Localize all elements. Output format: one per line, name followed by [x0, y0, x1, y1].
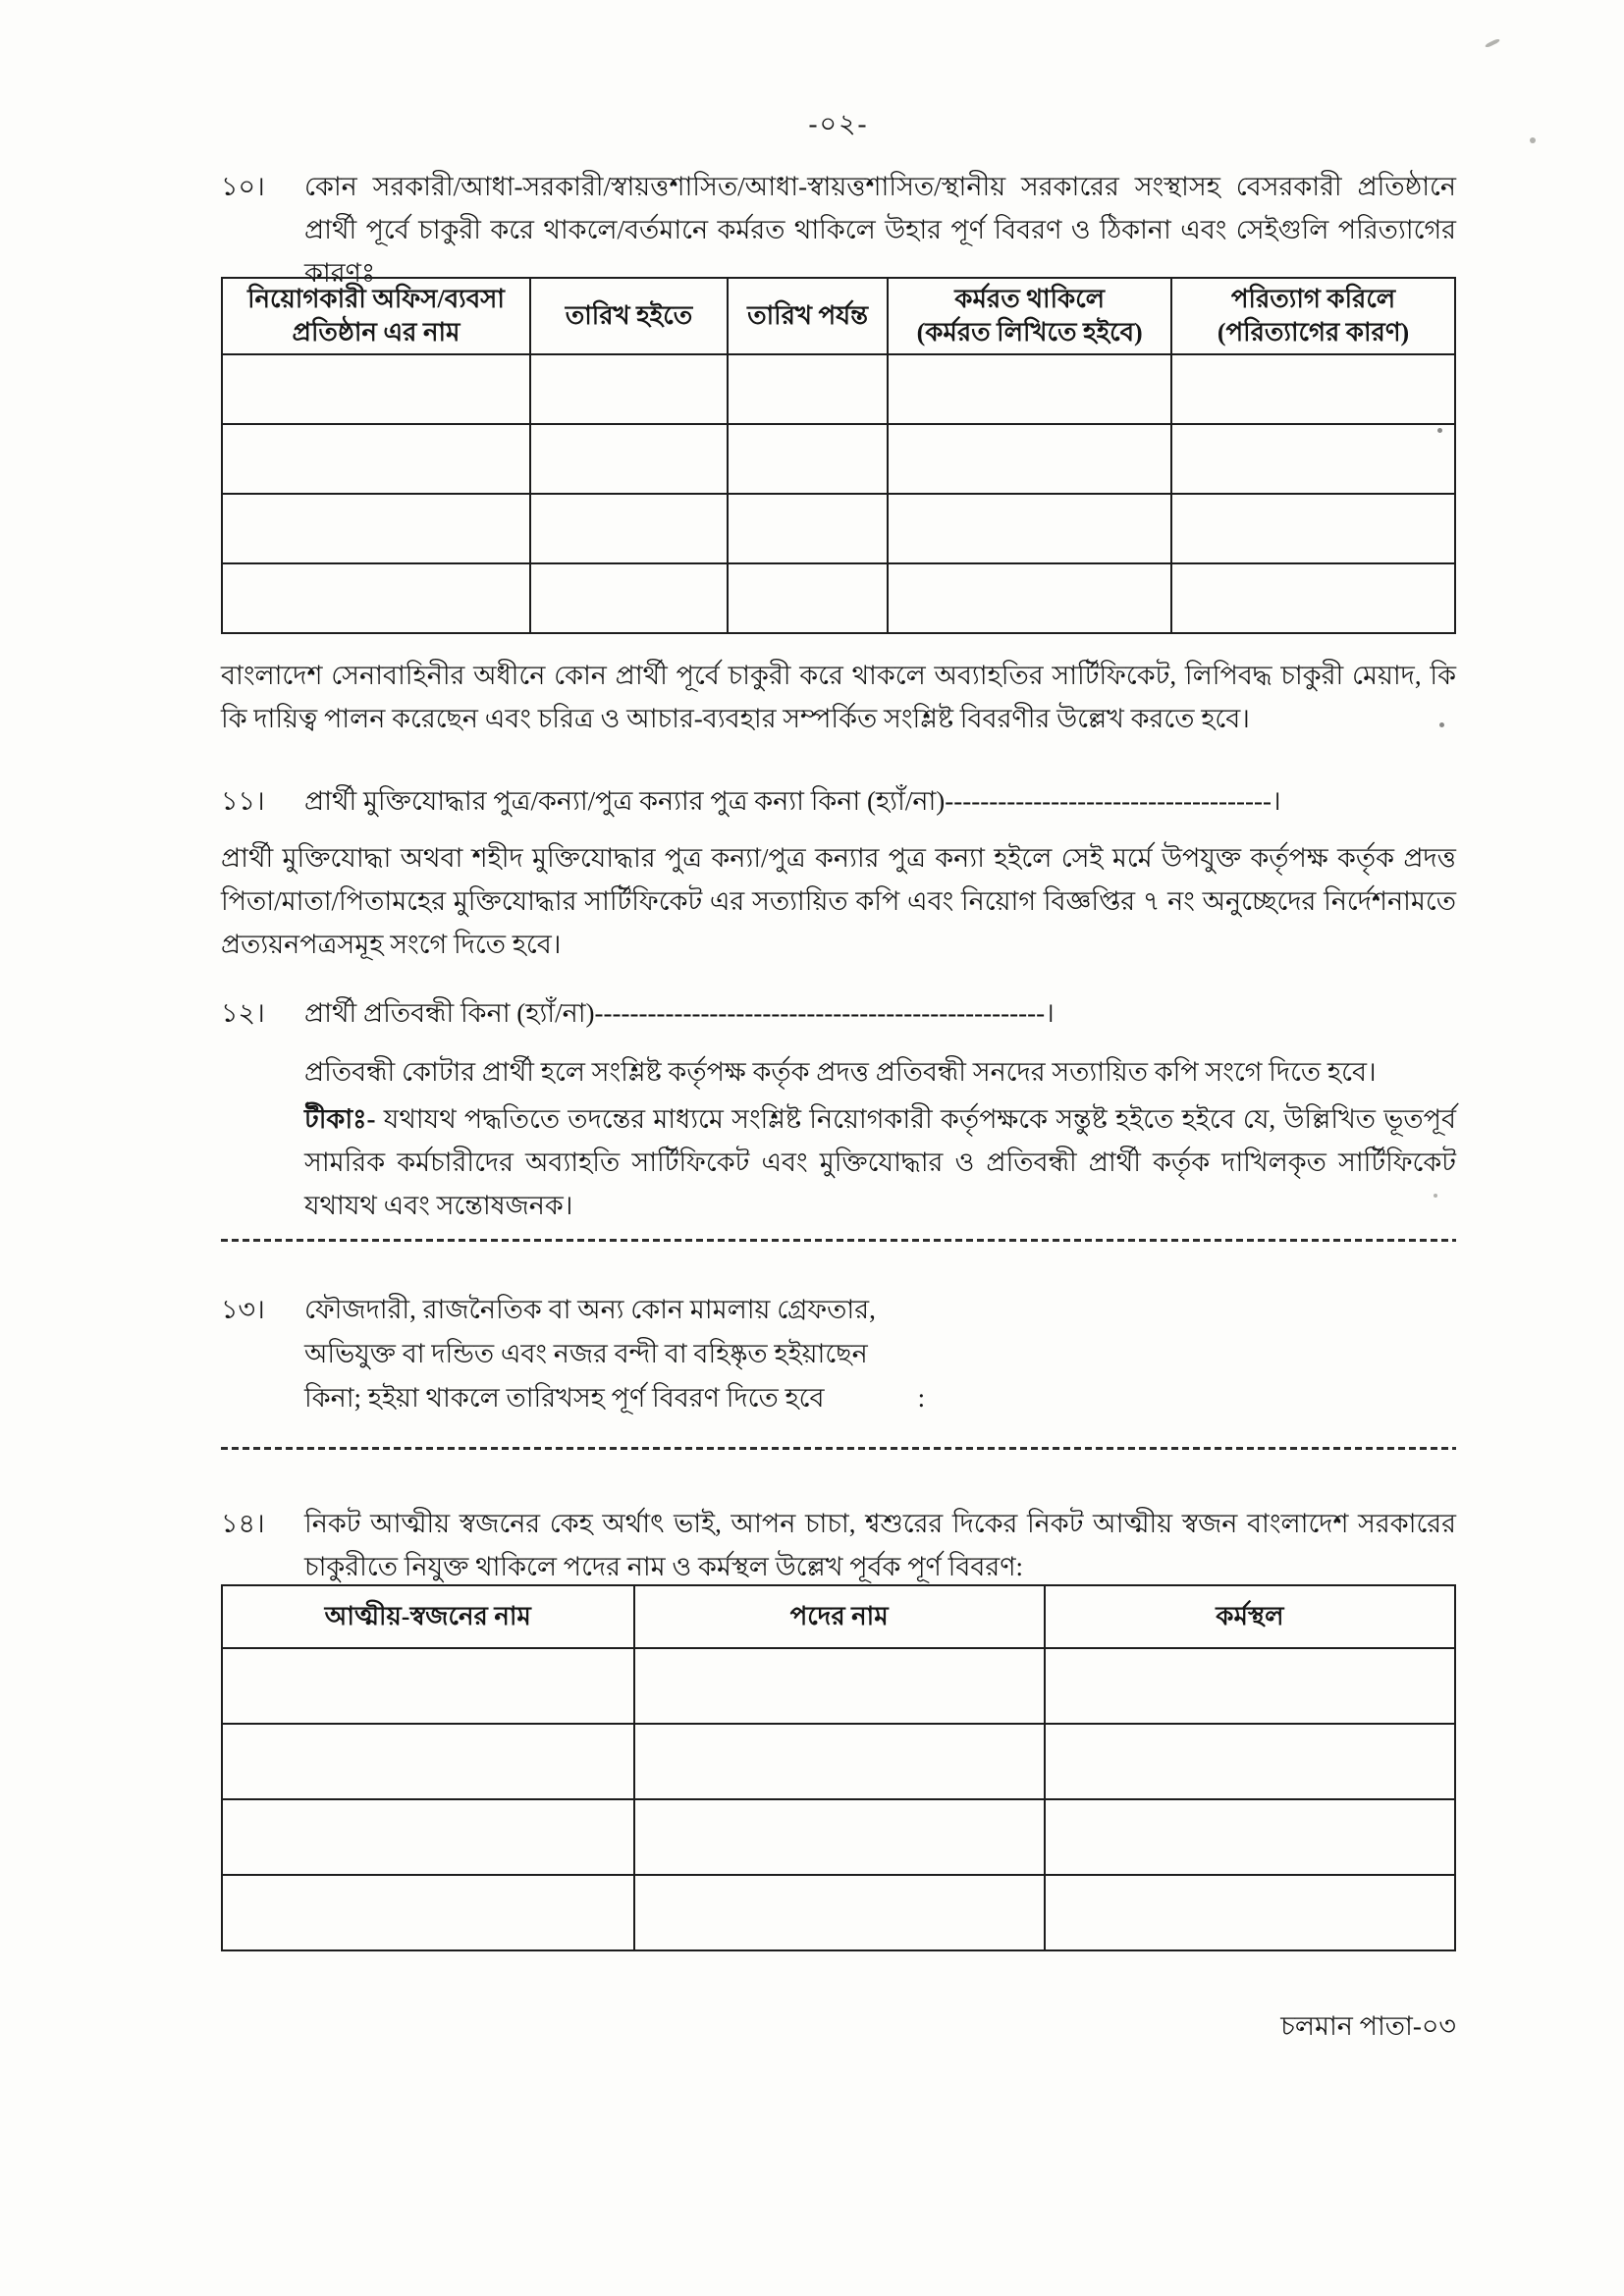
empty-cell [1171, 563, 1455, 633]
empty-cell [728, 354, 888, 424]
item-10-text: কোন সরকারী/আধা-সরকারী/স্বায়ত্তশাসিত/আধা-স্বায়ত্তশাসিত/স্থানীয় সরকারের সংস্থাসহ বেসরকারী প্রতিষ্ঠানে প্রার্থী পূর্বে চাকুরী করে থাকলে/বর্তমানে কর্মরত থাকিলে উহার পূর্ণ বিবরণ ও ঠিকানা এবং সেইগুলি পরিত্যাগের কারণঃ [304, 172, 1456, 288]
empty-cell [1171, 424, 1455, 494]
employment-table-header-row [222, 278, 1455, 354]
empty-cell [728, 494, 888, 563]
scan-artifact [1530, 137, 1536, 143]
empty-cell [634, 1648, 1045, 1724]
employment-history-table [221, 277, 1456, 634]
separator-line [221, 1447, 1456, 1450]
item-13-line-1: ফৌজদারী, রাজনৈতিক বা অন্য কোন মামলায় গ্রেফতার, [304, 1295, 876, 1324]
item-10-number: ১০। [221, 172, 265, 201]
empty-cell [634, 1875, 1045, 1950]
empty-cell [1045, 1648, 1455, 1724]
item-13-colon: : [917, 1383, 926, 1413]
relatives-table-empty-row [222, 1875, 1455, 1950]
header-workplace: কর্মস্থল [1045, 1585, 1455, 1648]
empty-cell [728, 563, 888, 633]
empty-cell [1171, 494, 1455, 563]
item-12 [221, 991, 1456, 1035]
empty-cell [222, 354, 530, 424]
relatives-table-empty-row [222, 1799, 1455, 1875]
empty-cell [1171, 354, 1455, 424]
item-11 [221, 779, 1456, 823]
separator-line [221, 1239, 1456, 1242]
empty-cell [1045, 1799, 1455, 1875]
employment-table-empty-row [222, 563, 1455, 633]
disability-note: প্রতিবন্ধী কোটার প্রার্থী হলে সংশ্লিষ্ট কর্তৃপক্ষ কর্তৃক প্রদত্ত প্রতিবন্ধী সনদের সত্যায়িত কপি সংগে দিতে হবে। [304, 1057, 1377, 1087]
empty-cell [222, 563, 530, 633]
employment-table-empty-row [222, 424, 1455, 494]
header-post-name: পদের নাম [634, 1585, 1045, 1648]
empty-cell [1045, 1875, 1455, 1950]
relatives-table [221, 1584, 1456, 1951]
header-date-to: তারিখ পর্যন্ত [728, 278, 888, 354]
empty-cell [530, 563, 728, 633]
relatives-table-header-row [222, 1585, 1455, 1648]
header-if-employed: কর্মরত থাকিলে (কর্মরত লিখিতে হইবে) [888, 278, 1171, 354]
item-14-number: ১৪। [221, 1509, 265, 1538]
item-13-line-3: কিনা; হইয়া থাকলে তারিখসহ পূর্ণ বিবরণ দিতে হবে : [304, 1383, 926, 1413]
empty-cell [888, 563, 1171, 633]
employment-table-empty-row [222, 494, 1455, 563]
page-number: -০২- [808, 109, 869, 138]
empty-cell [530, 424, 728, 494]
item-13 [221, 1288, 1456, 1420]
army-service-note: বাংলাদেশ সেনাবাহিনীর অধীনে কোন প্রার্থী পূর্বে চাকুরী করে থাকলে অব্যাহতির সার্টিফিকেট, লিপিবদ্ধ চাকুরী মেয়াদ, কি কি দায়িত্ব পালন করেছেন এবং চরিত্র ও আচার-ব্যবহার সম্পর্কিত সংশ্লিষ্ট বিবরণীর উল্লেখ করতে হবে। [221, 661, 1456, 733]
item-11-number: ১১। [221, 786, 265, 816]
tika-label: টীকাঃ- [304, 1104, 376, 1134]
header-relative-name: আত্মীয়-স্বজনের নাম [222, 1585, 634, 1648]
empty-cell [530, 354, 728, 424]
tika-text: যথাযথ পদ্ধতিতে তদন্তের মাধ্যমে সংশ্লিষ্ট নিয়োগকারী কর্তৃপক্ষকে সন্তুষ্ট হইতে হইবে যে, উল্লিখিত ভূতপূর্ব সামরিক কর্মচারীদের অব্যাহতি সার্টিফিকেট এবং মুক্তিযোদ্ধার ও প্রতিবন্ধী প্রার্থী কর্তৃক দাখিলকৃত সার্টিফিকেট যথাযথ এবং সন্তোষজনক। [304, 1104, 1457, 1220]
header-date-from: তারিখ হইতে [530, 278, 728, 354]
empty-cell [222, 494, 530, 563]
empty-cell [222, 424, 530, 494]
empty-cell [222, 1648, 634, 1724]
item-14-text: নিকট আত্মীয় স্বজনের কেহ অর্থাৎ ভাই, আপন চাচা, শ্বশুরের দিকের নিকট আত্মীয় স্বজন বাংলাদেশ সরকারের চাকুরীতে নিযুক্ত থাকিলে পদের নাম ও কর্মস্থল উল্লেখ পূর্বক পূর্ণ বিবরণ: [304, 1509, 1456, 1581]
item-11-text: প্রার্থী মুক্তিযোদ্ধার পুত্র/কন্যা/পুত্র কন্যার পুত্র কন্যা কিনা (হ্যাঁ/না)-------------------------------------। [304, 786, 1281, 816]
freedom-fighter-note: প্রার্থী মুক্তিযোদ্ধা অথবা শহীদ মুক্তিযোদ্ধার পুত্র কন্যা/পুত্র কন্যার পুত্র কন্যা হইলে সেই মর্মে উপযুক্ত কর্তৃপক্ষ কর্তৃক প্রদত্ত পিতা/মাতা/পিতামহের মুক্তিযোদ্ধার সার্টিফিকেট এর সত্যায়িত কপি এবং নিয়োগ বিজ্ঞপ্তির ৭ নং অনুচ্ছেদের নির্দেশনামতে প্রত্যয়নপত্রসমূহ সংগে দিতে হবে। [221, 843, 1456, 959]
empty-cell [222, 1724, 634, 1799]
empty-cell [1045, 1724, 1455, 1799]
item-12-text: প্রার্থী প্রতিবন্ধী কিনা (হ্যাঁ/না)---------------------------------------------------। [304, 998, 1055, 1028]
empty-cell [222, 1799, 634, 1875]
empty-cell [634, 1799, 1045, 1875]
item-14 [221, 1502, 1456, 1588]
empty-cell [888, 494, 1171, 563]
item-10 [221, 165, 1456, 294]
relatives-table-empty-row [222, 1724, 1455, 1799]
relatives-table-empty-row [222, 1648, 1455, 1724]
header-employer-name: নিয়োগকারী অফিস/ব্যবসা প্রতিষ্ঠান এর নাম [222, 278, 530, 354]
employment-table-empty-row [222, 354, 1455, 424]
empty-cell [222, 1875, 634, 1950]
item-12-number: ১২। [221, 998, 265, 1028]
empty-cell [530, 494, 728, 563]
header-if-left: পরিত্যাগ করিলে (পরিত্যাগের কারণ) [1171, 278, 1455, 354]
empty-cell [888, 424, 1171, 494]
scan-artifact [1485, 38, 1500, 48]
tika-remark [304, 1097, 1456, 1227]
empty-cell [634, 1724, 1045, 1799]
empty-cell [728, 424, 888, 494]
item-13-line-2: অভিযুক্ত বা দন্ডিত এবং নজর বন্দী বা বহিষ্কৃত হইয়াছেন [304, 1339, 868, 1368]
item-13-number: ১৩। [221, 1295, 265, 1324]
continuation-note: চলমান পাতা-০৩ [1280, 2011, 1456, 2041]
empty-cell [888, 354, 1171, 424]
